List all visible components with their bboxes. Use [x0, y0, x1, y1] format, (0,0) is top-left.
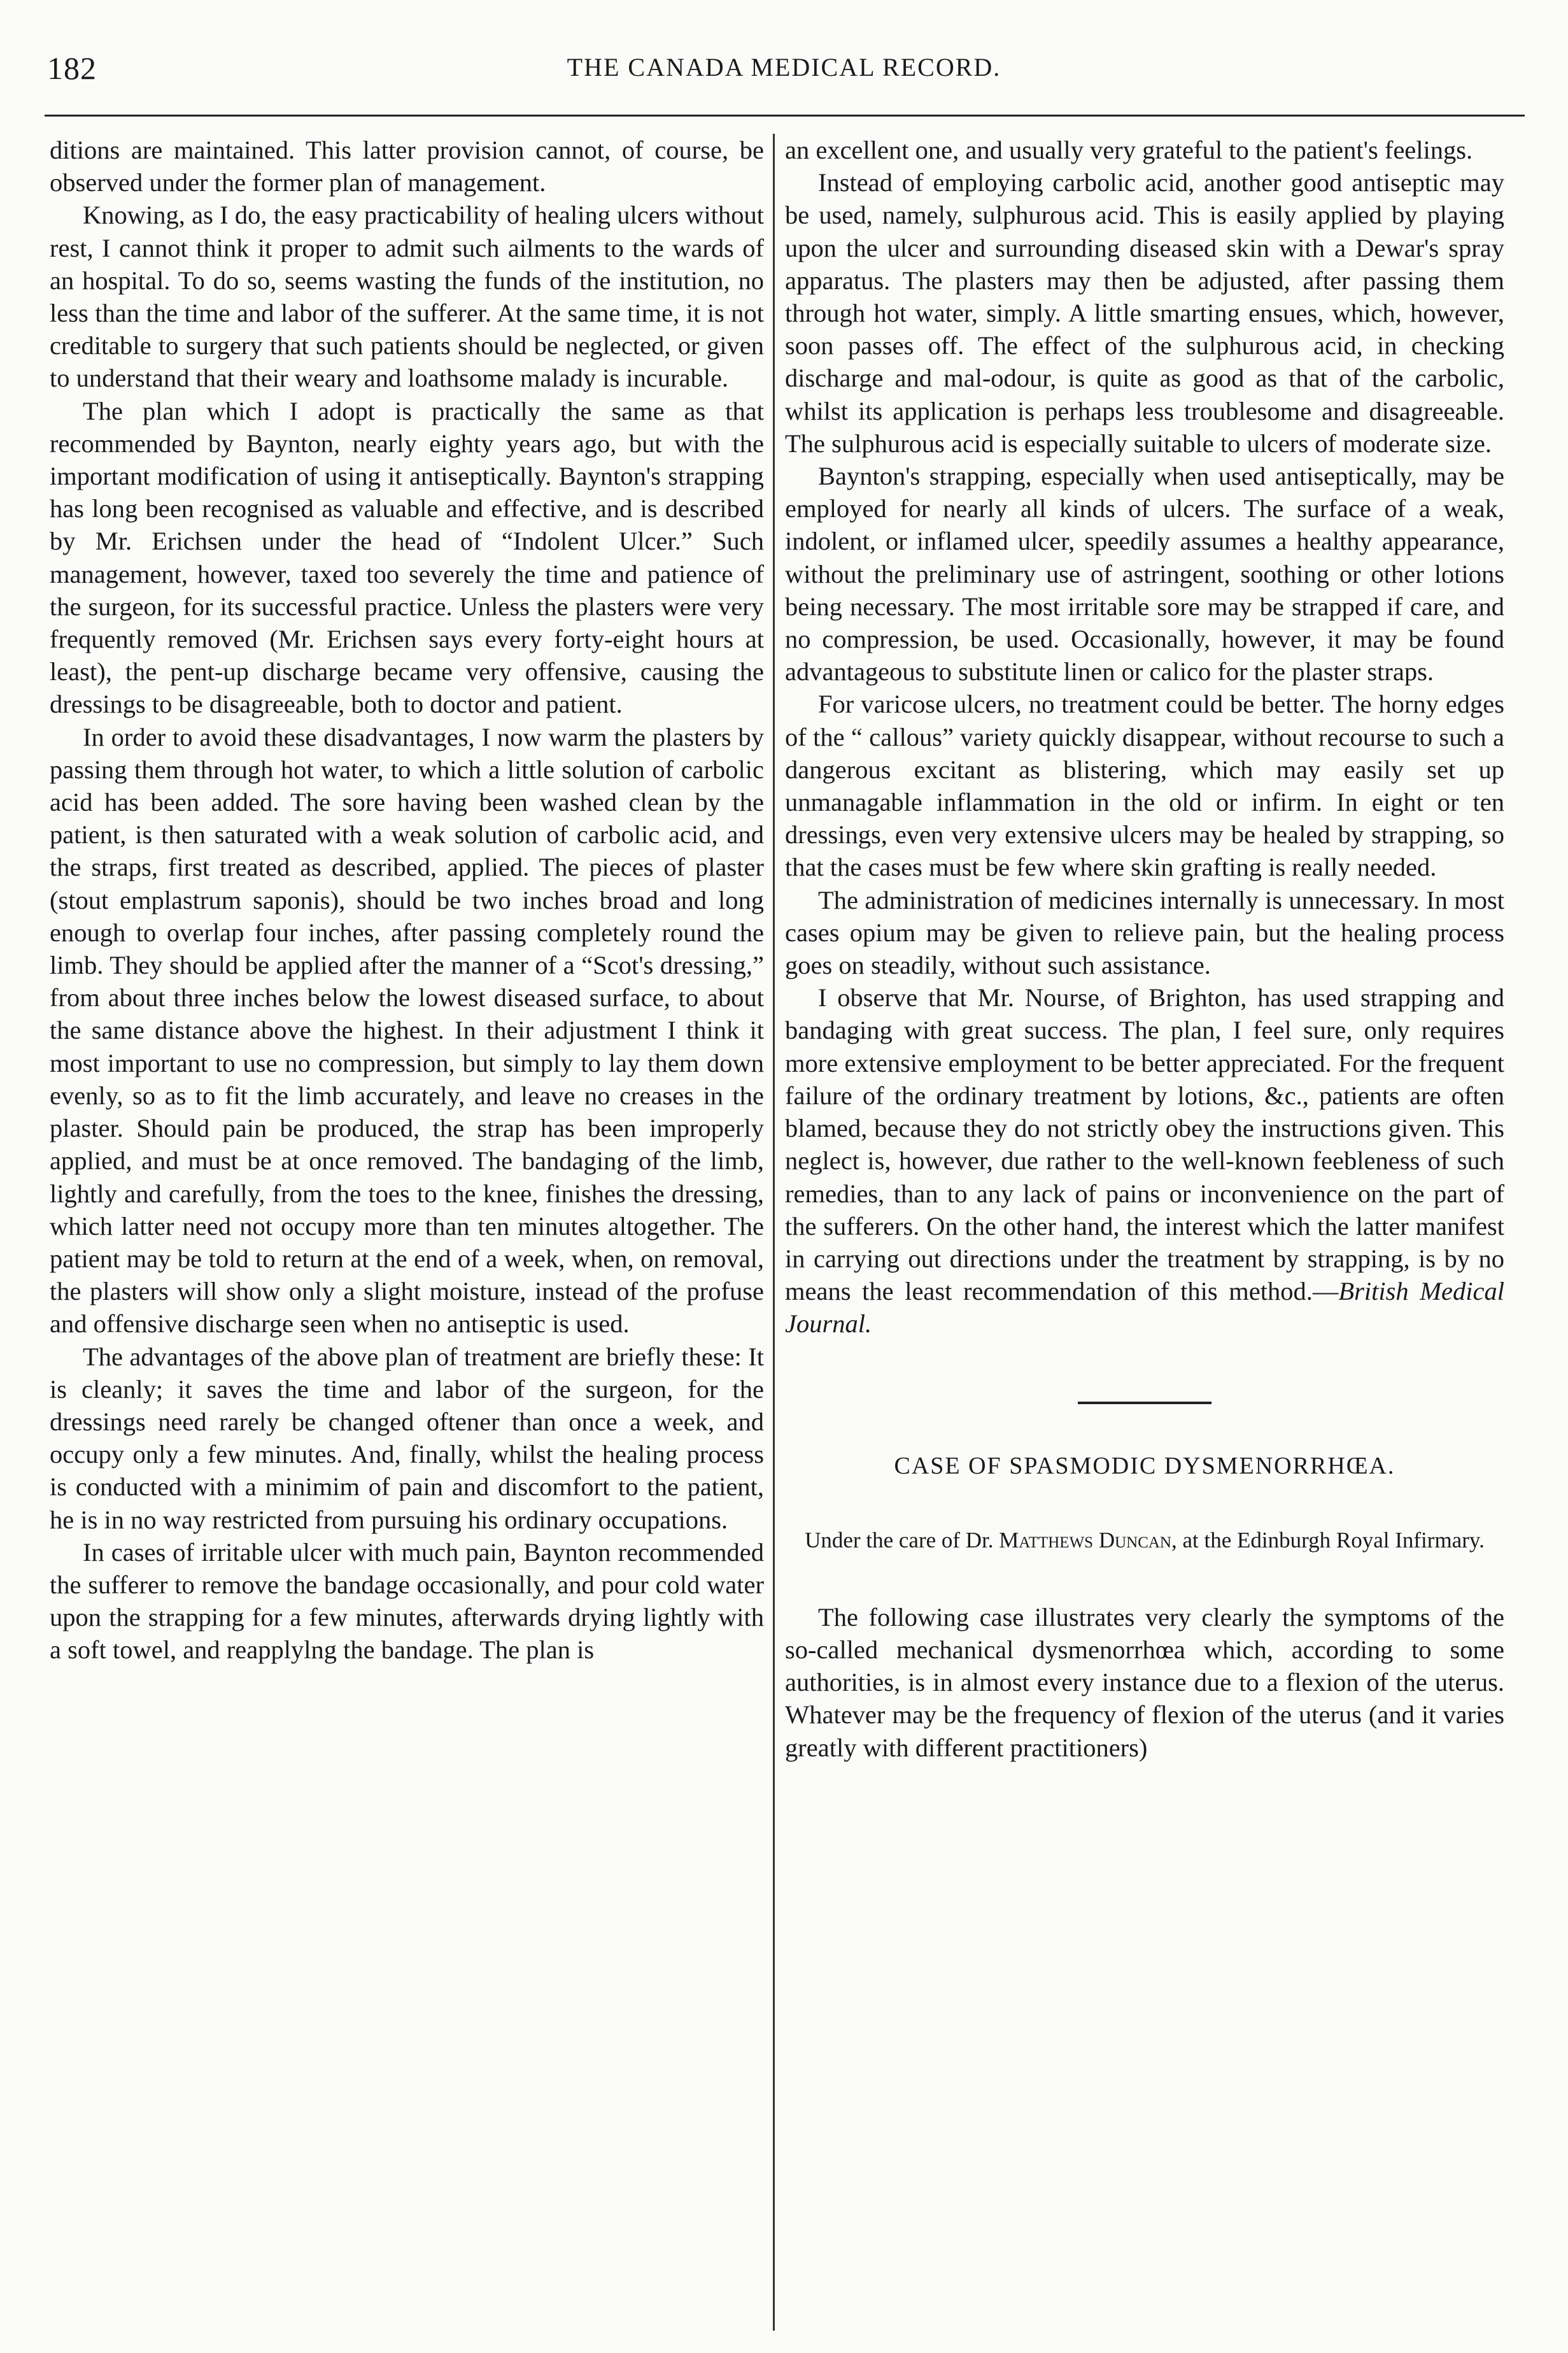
left-paragraph-4: In order to avoid these disadvantages, I now warm the plasters by passing them through hot water, to which a little solution of carbolic acid has been added. The sore having been washed clean by the patient, is then saturated with a weak solution of carbolic acid, and the straps, first treated as described, applied. The pieces of plaster (stout emplastrum saponis), should be two inches broad and long enough to overlap four inches, after passing completely round the limb. They should be applied after the manner of a “Scot's dressing,” from about three inches below the lowest diseased surface, to about the same distance above the highest. In their adjustment I think it most important to use no compression, but simply to lay them down evenly, so as to fit the limb accurately, and leave no creases in the plaster. Should pain be produced, the strap has been improperly applied, and must be at once removed. The bandaging of the limb, lightly and carefully, from the toes to the knee, finishes the dressing, which latter need not occupy more than ten minutes altogether. The patient may be told to return at the end of a week, when, on removal, the plasters will show only a slight moisture, instead of the profuse and offensive discharge seen when no antiseptic is used. [50, 722, 764, 1339]
running-head: THE CANADA MEDICAL RECORD. [567, 53, 1001, 82]
header-rule [45, 115, 1525, 117]
left-paragraph-2: Knowing, as I do, the easy practicability of healing ulcers without rest, I cannot think it proper to admit such ailments to the wards of an hospital. To do so, seems wasting the funds of the institution, no less than the time and labor of the sufferer. At the same time, it is not creditable to surgery that such patients should be neglected, or given to understand that their weary and loathsome malady is incurable. [50, 201, 764, 393]
byline-name: Matthews Duncan [999, 1527, 1171, 1553]
right-paragraph-6 [785, 981, 1504, 1340]
left-paragraph-6: In cases of irritable ulcer with much pain, Baynton recommended the sufferer to remove the bandage occasionally, and pour cold water upon the strapping for a few minutes, afterwards drying lightly with a soft towel, and reapplylng the bandage. The plan is [50, 1537, 764, 1665]
section-rule [1078, 1402, 1211, 1404]
right-paragraph-3: Baynton's strapping, especially when used antiseptically, may be employed for nearly all kinds of ulcers. The surface of a weak, indolent, or inflamed ulcer, speedily assumes a healthy appearance, without the preliminary use of astringent, soothing or other lotions being necessary. The most irritable sore may be strapped if care, and no compression, be used. Occasionally, however, it may be found advantageous to substitute linen or calico for the plaster straps. [785, 462, 1504, 686]
right-column [785, 134, 1504, 2337]
article-title: CASE OF SPASMODIC DYSMENORRHŒA. [894, 1452, 1395, 1479]
left-column [50, 134, 764, 2337]
right-paragraph-1: an excellent one, and usually very grateful to the patient's feelings. [785, 136, 1473, 164]
left-paragraph-1: ditions are maintained. This latter provision cannot, of course, be observed under the former plan of management. [50, 136, 764, 197]
right-paragraph-2: Instead of employing carbolic acid, another good antiseptic may be used, namely, sulphurous acid. This is easily applied by playing upon the ulcer and surrounding diseased skin with a Dewar's spray apparatus. The plasters may then be adjusted, after passing them through hot water, simply. A little smarting ensues, which, however, soon passes off. The effect of the sulphurous acid, in checking discharge and mal-odour, is quite as good as that of the carbolic, whilst its application is perhaps less troublesome and disagreeable. The sulphurous acid is especially suitable to ulcers of moderate size. [785, 168, 1504, 458]
left-paragraph-3: The plan which I adopt is practically the same as that recommended by Baynton, nearly eighty years ago, but with the important modification of using it antiseptically. Baynton's strapping has long been recognised as valuable and effective, and is described by Mr. Erichsen under the head of “Indolent Ulcer.” Such management, however, taxed too severely the time and patience of the surgeon, for its successful practice. Unless the plasters were very frequently removed (Mr. Erichsen says every forty-eight hours at least), the pent-up discharge became very offensive, causing the dressings to be disagreeable, both to doctor and patient. [50, 396, 764, 719]
right-paragraph-6-text: I observe that Mr. Nourse, of Brighton, has used strapping and bandaging with great success. The plan, I feel sure, only requires more extensive employment to be better appreciated. For the frequent failure of the ordinary treatment by lotions, &c., patients are often blamed, because they do not strictly obey the instructions given. This neglect is, however, due rather to the well-known feebleness of such remedies, than to any lack of pains or inconvenience on the part of the sufferers. On the other hand, the interest which the latter manifest in carrying out directions under the treatment by strapping, is by no means the least recommendation of this method.— [785, 983, 1504, 1306]
right-paragraph-7: The following case illustrates very clearly the symptoms of the so-called mechanical dysmenorrhœa which, according to some authorities, is in almost every instance due to a flexion of the uterus. Whatever may be the frequency of flexion of the uterus (and it varies greatly with different practitioners) [785, 1602, 1504, 1762]
right-paragraph-4: For varicose ulcers, no treatment could be better. The horny edges of the “ callous” variety quickly disappear, without recourse to such a dangerous excitant as blistering, which may easily set up unmanagable inflammation in the old or infirm. In eight or ten dressings, even very extensive ulcers may be healed by strapping, so that the cases must be few where skin grafting is really needed. [785, 690, 1504, 882]
right-paragraph-5: The administration of medicines internally is unnecessary. In most cases opium may be given to relieve pain, but the healing process goes on steadily, without such assistance. [785, 885, 1504, 980]
column-divider [773, 134, 775, 2331]
left-paragraph-5: The advantages of the above plan of treatment are briefly these: It is cleanly; it saves the time and labor of the surgeon, for the dressings need rarely be changed oftener than once a week, and occupy only a few minutes. And, finally, whilst the healing process is conducted with a minimim of pain and discomfort to the patient, he is in no way restricted from pursuing his ordinary occupations. [50, 1342, 764, 1534]
byline-suffix: , at the Edinburgh Royal Infirmary. [1171, 1527, 1485, 1553]
source-citation: British Medical Journal. [785, 1277, 1504, 1339]
article-byline [785, 1525, 1504, 1556]
page-number: 182 [47, 50, 97, 86]
byline-prefix: Under the care of Dr. [805, 1527, 999, 1553]
